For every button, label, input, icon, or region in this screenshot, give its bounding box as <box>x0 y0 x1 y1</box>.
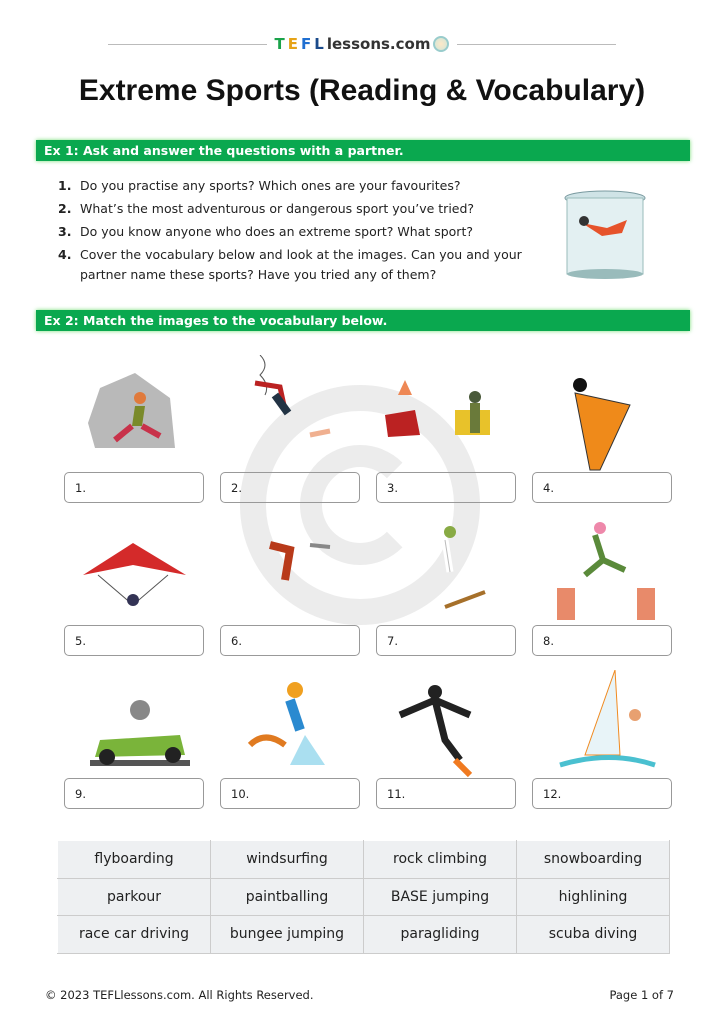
divider <box>108 44 267 45</box>
logo-f: F <box>301 35 312 53</box>
table-row <box>58 878 670 916</box>
answer-box-8[interactable]: 8. <box>532 625 672 656</box>
vocabulary-table <box>57 840 670 954</box>
windsurfing-image <box>555 670 665 770</box>
page-title: Extreme Sports (Reading & Vocabulary) <box>78 74 646 107</box>
answer-box-11[interactable]: 11. <box>376 778 516 809</box>
logo-t: T <box>274 35 285 53</box>
vocab-word: BASE jumping <box>364 878 517 916</box>
answer-box-9[interactable]: 9. <box>64 778 204 809</box>
page-number: Page 1 of 7 <box>609 988 674 1002</box>
question-number: 4. <box>58 247 72 262</box>
globe-icon <box>433 36 449 52</box>
logo-l: L <box>314 35 324 53</box>
scuba-diving-image <box>395 680 505 780</box>
paintballing-image <box>380 375 490 475</box>
answer-box-10[interactable]: 10. <box>220 778 360 809</box>
answer-box-7[interactable]: 7. <box>376 625 516 656</box>
flyboarding-image <box>245 675 355 775</box>
race-car-driving-image <box>85 675 195 775</box>
ex2-heading: Ex 2: Match the images to the vocabulary below. <box>36 310 690 331</box>
paragliding-image <box>78 535 188 635</box>
question-text: Do you know anyone who does an extreme sport? What sport? <box>80 224 473 239</box>
table-row <box>58 841 670 879</box>
question-list <box>58 176 548 288</box>
question <box>58 199 548 219</box>
wind-tunnel-image <box>562 188 648 280</box>
highlining-image <box>555 520 665 620</box>
answer-box-5[interactable]: 5. <box>64 625 204 656</box>
rock-climbing-image <box>80 368 190 468</box>
vocab-word: paintballing <box>211 878 364 916</box>
wingsuit-flying-image <box>560 375 670 475</box>
bungee-jumping-image <box>240 355 350 455</box>
vocab-word: paragliding <box>364 916 517 954</box>
question-number: 2. <box>58 201 72 216</box>
logo <box>275 35 450 53</box>
question <box>58 222 548 242</box>
divider <box>457 44 616 45</box>
question-text: Cover the vocabulary below and look at the images. Can you and your partner name these sports? Have you tried any of them? <box>80 247 522 282</box>
vocab-word: highlining <box>517 878 670 916</box>
question-number: 3. <box>58 224 72 239</box>
question-text: What’s the most adventurous or dangerous sport you’ve tried? <box>80 201 475 216</box>
question <box>58 245 548 285</box>
question-text: Do you practise any sports? Which ones are your favourites? <box>80 178 461 193</box>
parkour-figure-image <box>405 522 515 622</box>
header <box>108 34 616 54</box>
vocab-word: rock climbing <box>364 841 517 879</box>
table-row <box>58 916 670 954</box>
base-jumping-image <box>250 525 360 625</box>
answer-box-12[interactable]: 12. <box>532 778 672 809</box>
logo-text: lessons.com <box>326 35 431 53</box>
vocab-word: flyboarding <box>58 841 211 879</box>
answer-box-3[interactable]: 3. <box>376 472 516 503</box>
vocab-word: scuba diving <box>517 916 670 954</box>
answer-box-1[interactable]: 1. <box>64 472 204 503</box>
ex1-heading: Ex 1: Ask and answer the questions with a partner. <box>36 140 690 161</box>
question <box>58 176 548 196</box>
copyright-text: © 2023 TEFLlessons.com. All Rights Reserved. <box>45 988 314 1002</box>
question-number: 1. <box>58 178 72 193</box>
answer-box-2[interactable]: 2. <box>220 472 360 503</box>
vocab-word: parkour <box>58 878 211 916</box>
answer-box-4[interactable]: 4. <box>532 472 672 503</box>
vocab-word: bungee jumping <box>211 916 364 954</box>
vocab-word: windsurfing <box>211 841 364 879</box>
vocab-word: snowboarding <box>517 841 670 879</box>
logo-e: E <box>287 35 299 53</box>
vocab-word: race car driving <box>58 916 211 954</box>
answer-box-6[interactable]: 6. <box>220 625 360 656</box>
